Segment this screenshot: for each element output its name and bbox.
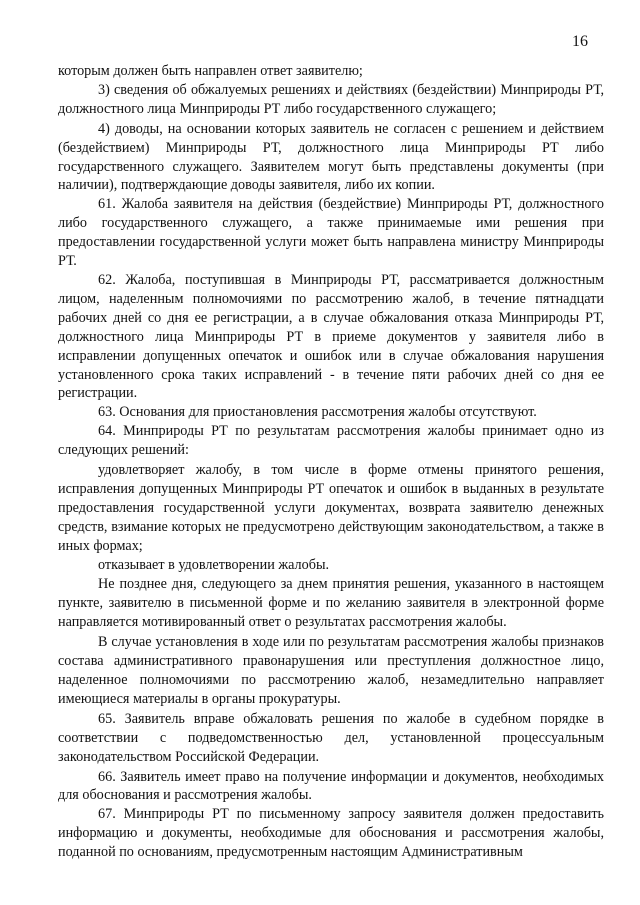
paragraph-63: 63. Основания для приостановления рассмотрения жалобы отсутствуют. — [98, 404, 537, 421]
paragraph-item-4: 4) доводы, на основании которых заявитель не согласен с решением и действием (бездействием) Минприроды РТ, должностного лица Минприроды РТ либо государственного служащего. Заявителем могут быть представлены документы (при наличии), подтверждающие доводы заявителя, либо их копии. — [58, 120, 604, 194]
paragraph-64-response-deadline: Не позднее дня, следующего за днем принятия решения, указанного в настоящем пункте, заявителю в письменной форме и по желанию заявителя в электронной форме направляется мотивированный ответ о результатах рассмотрения жалобы. — [58, 576, 604, 631]
page-number: 16 — [572, 33, 588, 50]
paragraph-61: 61. Жалоба заявителя на действия (бездействие) Минприроды РТ, должностного либо государственного служащего, а также принимаемые ими решения при предоставлении государственной услуги может быть направлена министру Минприроды РТ. — [58, 196, 604, 270]
paragraph-67: 67. Минприроды РТ по письменному запросу заявителя должен предоставить информацию и документы, необходимые для обоснования и рассмотрения жалобы, поданной по основаниям, предусмотренным настоящим Административным — [58, 806, 604, 861]
paragraph-64-violation-referral: В случае установления в ходе или по результатам рассмотрения жалобы признаков состава административного правонарушения или преступления должностное лицо, наделенное полномочиями по рассмотрению жалоб, незамедлительно направляет имеющиеся материалы в органы прокуратуры. — [58, 634, 604, 707]
paragraph-64: 64. Минприроды РТ по результатам рассмотрения жалобы принимает одно из следующих решений: — [58, 423, 604, 459]
paragraph-64-decision-refuse: отказывает в удовлетворении жалобы. — [98, 556, 330, 573]
paragraph-64-decision-satisfy: удовлетворяет жалобу, в том числе в форме отмены принятого решения, исправления допущенных Минприроды РТ опечаток и ошибок в выданных в результате предоставления государственной услуги документах, возврата заявителю денежных средств, взимание которых не предусмотрено действующим законодательством, а также в иных формах; — [58, 462, 604, 554]
paragraph-65: 65. Заявитель вправе обжаловать решения по жалобе в судебном порядке в соответствии с подведомственностью дел, установленной процессуальным законодательством Российской Федерации. — [58, 710, 604, 765]
document-body — [58, 62, 604, 862]
paragraph-62: 62. Жалоба, поступившая в Минприроды РТ, рассматривается должностным лицом, наделенным полномочиями по рассмотрению жалоб, в течение пятнадцати рабочих дней со дня ее регистрации, а в случае обжалования отказа Минприроды РТ, должностного лица Минприроды РТ в приеме документов у заявителя либо в исправлении допущенных опечаток и ошибок или в случае обжалования нарушения установленного срока таких исправлений - в течение пяти рабочих дней со дня ее регистрации. — [58, 271, 604, 402]
paragraph-item-3: 3) сведения об обжалуемых решениях и действиях (бездействии) Минприроды РТ, должностного лица Минприроды РТ либо государственного служащего; — [58, 81, 604, 117]
paragraph-continuation: которым должен быть направлен ответ заявителю; — [58, 63, 363, 79]
paragraph-66: 66. Заявитель имеет право на получение информации и документов, необходимых для обоснования и рассмотрения жалобы. — [58, 768, 604, 804]
